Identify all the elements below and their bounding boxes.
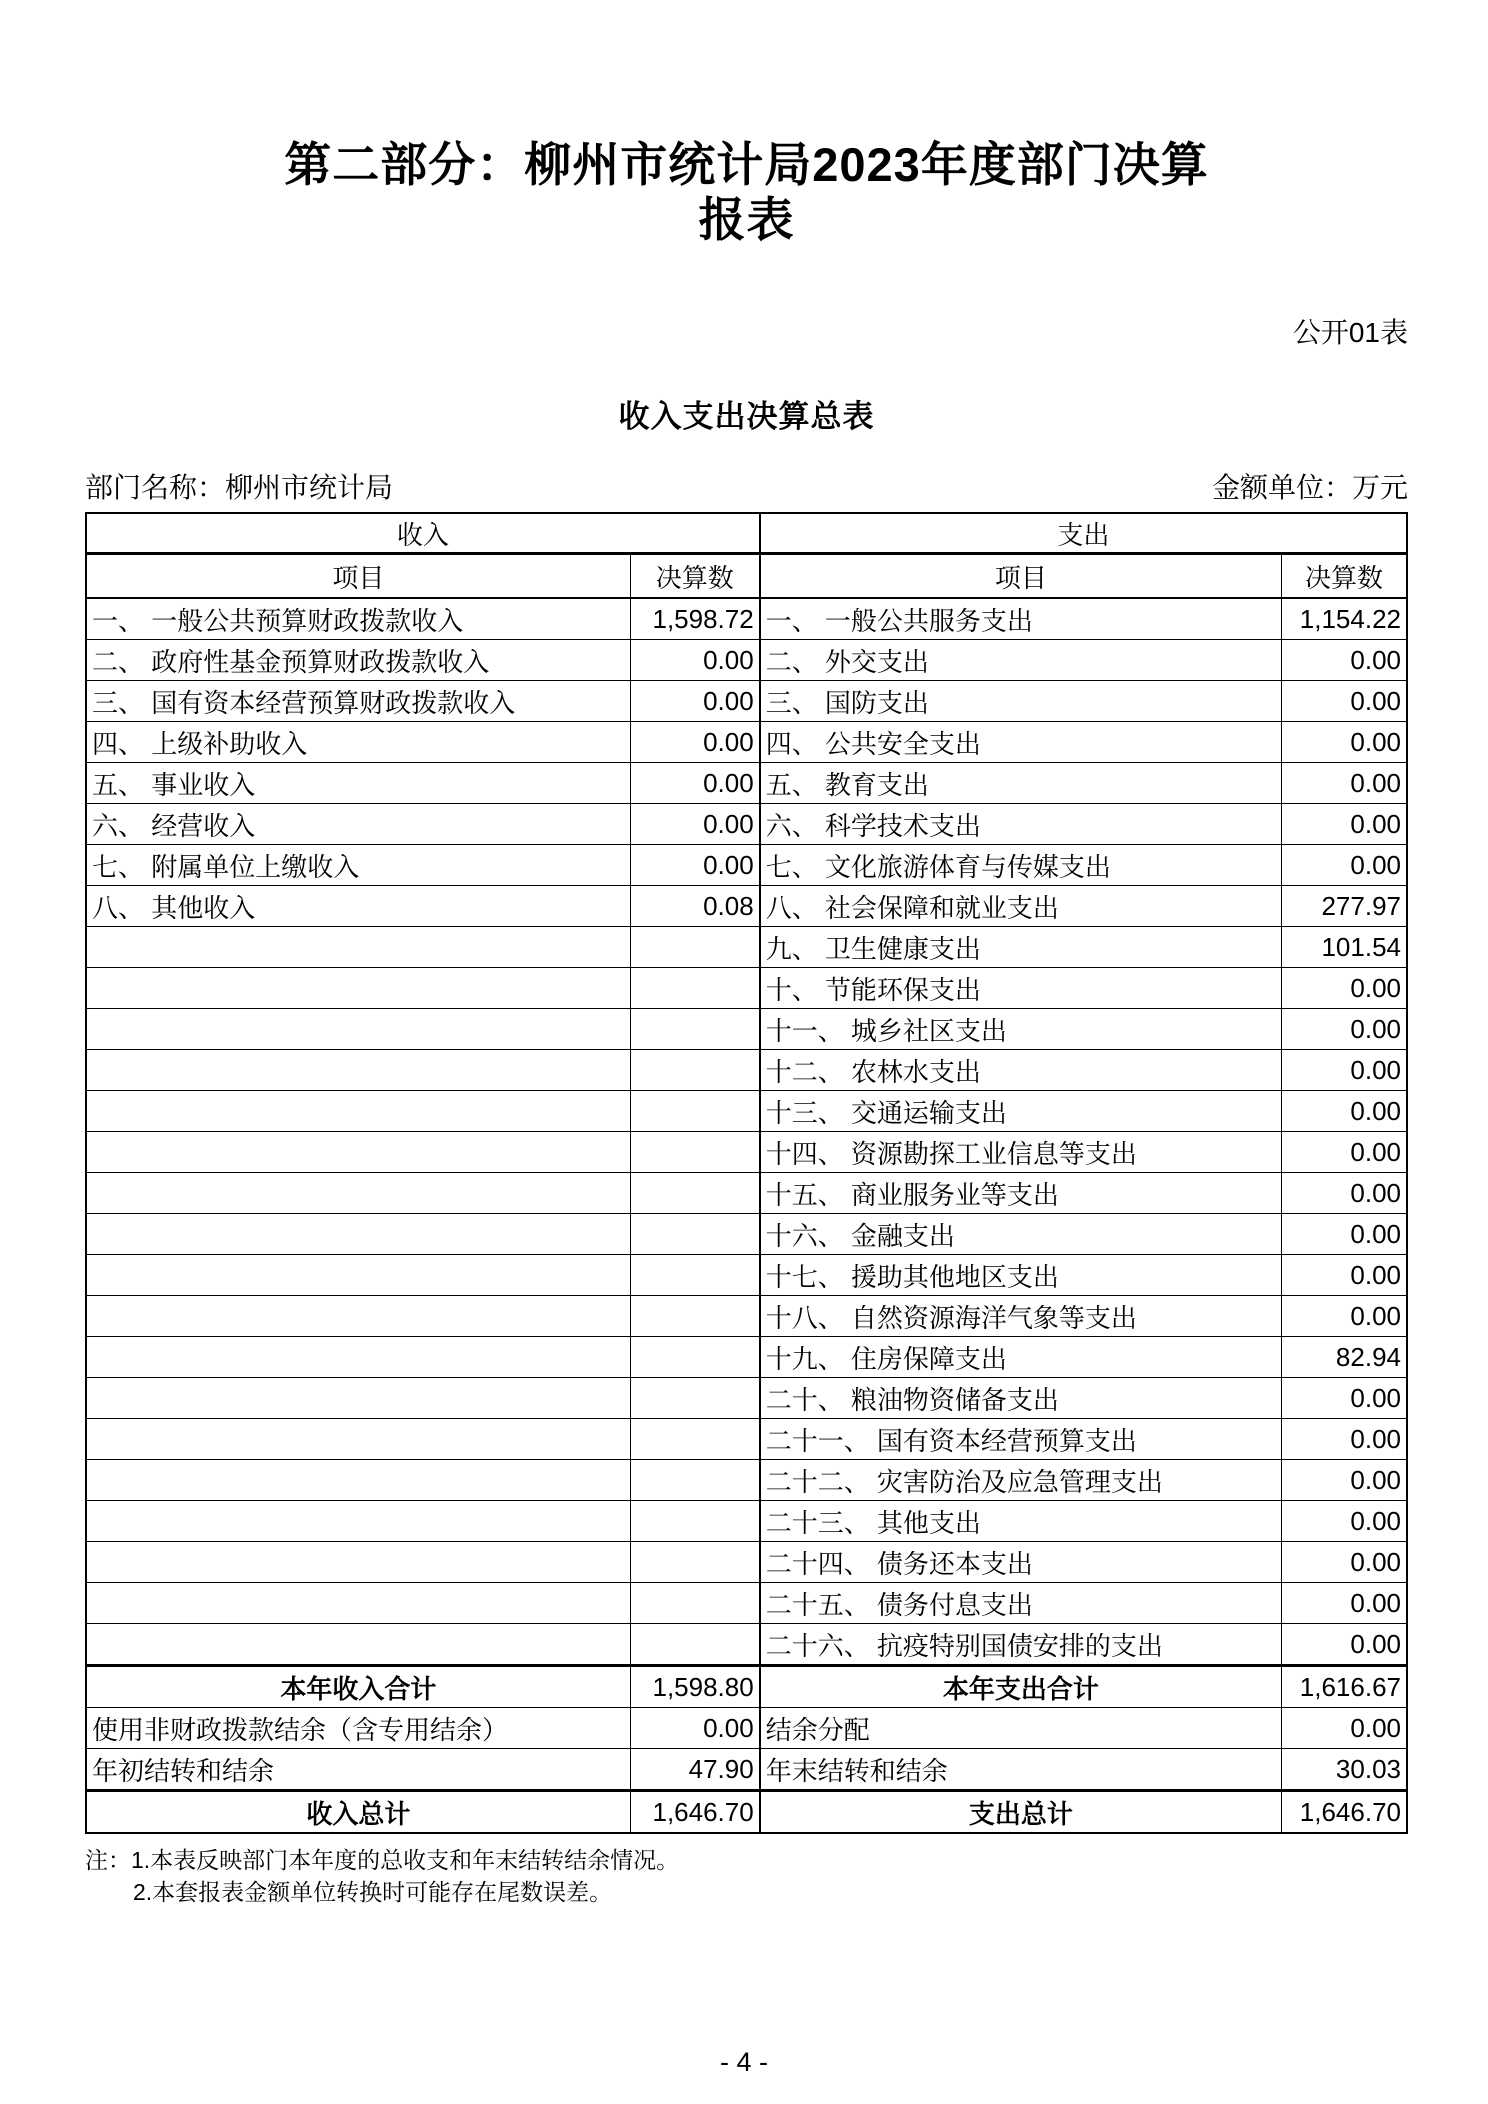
expense-amount-cell: 0.00 [1281,1214,1407,1255]
expense-item-cell: 二十四、 债务还本支出 [760,1542,1282,1583]
expense-item-cell: 十二、 农林水支出 [760,1050,1282,1091]
expense-item-cell: 二十一、 国有资本经营预算支出 [760,1419,1282,1460]
income-item-cell: 八、 其他收入 [86,886,630,927]
table-row [86,1419,1407,1460]
expense-item-cell: 十六、 金融支出 [760,1214,1282,1255]
income-amount-cell [630,1050,759,1091]
income-grand-total-label-cell: 收入总计 [86,1791,630,1834]
income-total-label-cell: 本年收入合计 [86,1666,630,1708]
income-item-cell [86,1296,630,1337]
nonfiscal-balance-value-cell: 0.00 [630,1708,759,1749]
expense-amount-cell: 82.94 [1281,1337,1407,1378]
table-row [86,927,1407,968]
income-amount-cell [630,1091,759,1132]
income-amount-cell [630,1419,759,1460]
balance-distribution-label-cell: 结余分配 [760,1708,1282,1749]
expense-item-cell: 三、 国防支出 [760,681,1282,722]
expense-item-cell: 四、 公共安全支出 [760,722,1282,763]
income-amount-cell [630,1214,759,1255]
table-row [86,1460,1407,1501]
income-item-cell: 四、 上级补助收入 [86,722,630,763]
expense-amount-cell: 0.00 [1281,845,1407,886]
expense-item-cell: 十九、 住房保障支出 [760,1337,1282,1378]
page-number: - 4 - [719,2047,768,2077]
expense-item-cell: 一、 一般公共服务支出 [760,598,1282,640]
document-content [85,0,1408,1908]
income-amount-cell: 0.00 [630,640,759,681]
table-row [86,1214,1407,1255]
expense-item-cell: 二十、 粮油物资储备支出 [760,1378,1282,1419]
expense-amount-cell: 0.00 [1281,1419,1407,1460]
expense-amount-cell: 0.00 [1281,1460,1407,1501]
expense-item-cell: 十一、 城乡社区支出 [760,1009,1282,1050]
expense-item-cell: 二十三、 其他支出 [760,1501,1282,1542]
income-amount-cell [630,1624,759,1666]
table-row [86,1255,1407,1296]
table-row [86,886,1407,927]
expense-amount-cell: 0.00 [1281,1132,1407,1173]
expense-amount-cell: 0.00 [1281,1173,1407,1214]
income-item-cell: 六、 经营收入 [86,804,630,845]
table-row [86,640,1407,681]
income-amount-cell [630,1460,759,1501]
table-row [86,1542,1407,1583]
table-row [86,763,1407,804]
table-title: 收入支出决算总表 [618,399,875,435]
expense-amount-cell: 0.00 [1281,763,1407,804]
income-item-cell [86,927,630,968]
table-row [86,681,1407,722]
table-row [86,1296,1407,1337]
income-item-cell [86,1337,630,1378]
income-item-cell [86,1050,630,1091]
expense-amount-cell: 0.00 [1281,1378,1407,1419]
income-item-cell [86,1378,630,1419]
table-header-row-columns [86,554,1407,599]
year-start-carryover-label-cell: 年初结转和结余 [86,1749,630,1791]
year-carryover-row [86,1749,1407,1791]
document-title-line2: 报表 [698,192,795,246]
expense-amount-cell: 0.00 [1281,1501,1407,1542]
expense-amount-cell: 0.00 [1281,1542,1407,1583]
expense-amount-cell: 0.00 [1281,722,1407,763]
table-footer [86,1666,1407,1834]
income-expense-summary-table [85,512,1408,1834]
expense-amount-cell: 0.00 [1281,1050,1407,1091]
table-row [86,804,1407,845]
table-row [86,1501,1407,1542]
income-amount-cell [630,1378,759,1419]
table-row [86,1009,1407,1050]
income-item-cell [86,1173,630,1214]
income-total-value-cell: 1,598.80 [630,1666,759,1708]
note-line-2: 2.本套报表金额单位转换时可能存在尾数误差。 [133,1879,613,1906]
expense-item-cell: 十四、 资源勘探工业信息等支出 [760,1132,1282,1173]
income-amount-cell [630,1337,759,1378]
income-amount-cell: 0.00 [630,681,759,722]
table-row [86,1132,1407,1173]
income-amount-cell [630,1173,759,1214]
table-row [86,1173,1407,1214]
expense-item-cell: 八、 社会保障和就业支出 [760,886,1282,927]
expense-item-cell: 九、 卫生健康支出 [760,927,1282,968]
expense-item-cell: 二十六、 抗疫特别国债安排的支出 [760,1624,1282,1666]
expense-amount-cell: 0.00 [1281,681,1407,722]
expense-section-header: 支出 [760,513,1407,554]
table-row [86,1624,1407,1666]
income-amount-cell [630,1009,759,1050]
income-amount-cell [630,1132,759,1173]
expense-amount-cell: 1,154.22 [1281,598,1407,640]
income-amount-cell [630,927,759,968]
expense-item-cell: 十三、 交通运输支出 [760,1091,1282,1132]
table-meta-row [85,466,1408,506]
income-amount-cell [630,1255,759,1296]
income-item-cell [86,968,630,1009]
income-item-cell [86,1214,630,1255]
income-item-cell [86,1460,630,1501]
expense-amount-cell: 0.00 [1281,640,1407,681]
table-row [86,598,1407,640]
income-item-cell [86,1624,630,1666]
income-amount-cell [630,1583,759,1624]
table-body [86,598,1407,1666]
expense-item-cell: 二十五、 债务付息支出 [760,1583,1282,1624]
income-amount-cell: 0.00 [630,722,759,763]
expense-total-value-cell: 1,616.67 [1281,1666,1407,1708]
table-row [86,1091,1407,1132]
income-item-cell [86,1542,630,1583]
table-notes [85,1844,1408,1908]
expense-amount-cell: 0.00 [1281,1624,1407,1666]
income-amount-cell [630,968,759,1009]
department-name-label: 部门名称：柳州市统计局 [85,472,394,504]
expense-item-cell: 二、 外交支出 [760,640,1282,681]
balance-distribution-value-cell: 0.00 [1281,1708,1407,1749]
year-end-carryover-value-cell: 30.03 [1281,1749,1407,1791]
expense-amount-cell: 0.00 [1281,1583,1407,1624]
table-code-label: 公开01表 [1292,317,1408,349]
income-item-cell [86,1501,630,1542]
table-row [86,1337,1407,1378]
expense-amount-cell: 277.97 [1281,886,1407,927]
table-row [86,722,1407,763]
income-amount-cell [630,1542,759,1583]
expense-amount-cell: 0.00 [1281,968,1407,1009]
expense-grand-total-value-cell: 1,646.70 [1281,1791,1407,1834]
expense-item-cell: 十八、 自然资源海洋气象等支出 [760,1296,1282,1337]
document-title [85,0,1408,247]
grand-total-row [86,1791,1407,1834]
expense-item-cell: 六、 科学技术支出 [760,804,1282,845]
table-header [86,513,1407,598]
document-title-line1: 第二部分：柳州市统计局2023年度部门决算 [284,138,1209,191]
amount-unit-label: 金额单位：万元 [1211,472,1408,504]
income-item-cell: 七、 附属单位上缴收入 [86,845,630,886]
year-end-carryover-label-cell: 年末结转和结余 [760,1749,1282,1791]
income-item-cell: 五、 事业收入 [86,763,630,804]
expense-item-cell: 二十二、 灾害防治及应急管理支出 [760,1460,1282,1501]
expense-item-cell: 五、 教育支出 [760,763,1282,804]
income-item-cell: 一、 一般公共预算财政拨款收入 [86,598,630,640]
income-item-cell [86,1419,630,1460]
expense-amount-cell: 0.00 [1281,804,1407,845]
table-row [86,1050,1407,1091]
expense-item-column-header: 项目 [760,554,1282,599]
income-amount-cell [630,1296,759,1337]
expense-amount-cell: 0.00 [1281,1009,1407,1050]
income-grand-total-value-cell: 1,646.70 [630,1791,759,1834]
income-amount-cell: 0.08 [630,886,759,927]
income-amount-cell: 0.00 [630,763,759,804]
table-header-row-sections [86,513,1407,554]
income-item-cell [86,1583,630,1624]
expense-amount-column-header: 决算数 [1281,554,1407,599]
income-amount-cell: 1,598.72 [630,598,759,640]
income-item-cell [86,1009,630,1050]
expense-total-label-cell: 本年支出合计 [760,1666,1282,1708]
year-start-carryover-value-cell: 47.90 [630,1749,759,1791]
table-row [86,1583,1407,1624]
carryover-usage-row [86,1708,1407,1749]
income-item-column-header: 项目 [86,554,630,599]
income-amount-cell: 0.00 [630,845,759,886]
table-row [86,845,1407,886]
income-item-cell [86,1091,630,1132]
income-item-cell [86,1132,630,1173]
expense-item-cell: 七、 文化旅游体育与传媒支出 [760,845,1282,886]
nonfiscal-balance-label-cell: 使用非财政拨款结余（含专用结余） [86,1708,630,1749]
note-line-1: 注：1.本表反映部门本年度的总收支和年末结转结余情况。 [85,1847,680,1874]
expense-amount-cell: 0.00 [1281,1255,1407,1296]
table-row [86,1378,1407,1419]
table-row [86,968,1407,1009]
expense-amount-cell: 0.00 [1281,1091,1407,1132]
income-section-header: 收入 [86,513,760,554]
income-amount-cell: 0.00 [630,804,759,845]
income-amount-column-header: 决算数 [630,554,759,599]
annual-total-row [86,1666,1407,1708]
income-item-cell [86,1255,630,1296]
expense-item-cell: 十七、 援助其他地区支出 [760,1255,1282,1296]
expense-item-cell: 十五、 商业服务业等支出 [760,1173,1282,1214]
expense-amount-cell: 0.00 [1281,1296,1407,1337]
income-amount-cell [630,1501,759,1542]
expense-item-cell: 十、 节能环保支出 [760,968,1282,1009]
expense-grand-total-label-cell: 支出总计 [760,1791,1282,1834]
income-item-cell: 三、 国有资本经营预算财政拨款收入 [86,681,630,722]
income-item-cell: 二、 政府性基金预算财政拨款收入 [86,640,630,681]
expense-amount-cell: 101.54 [1281,927,1407,968]
